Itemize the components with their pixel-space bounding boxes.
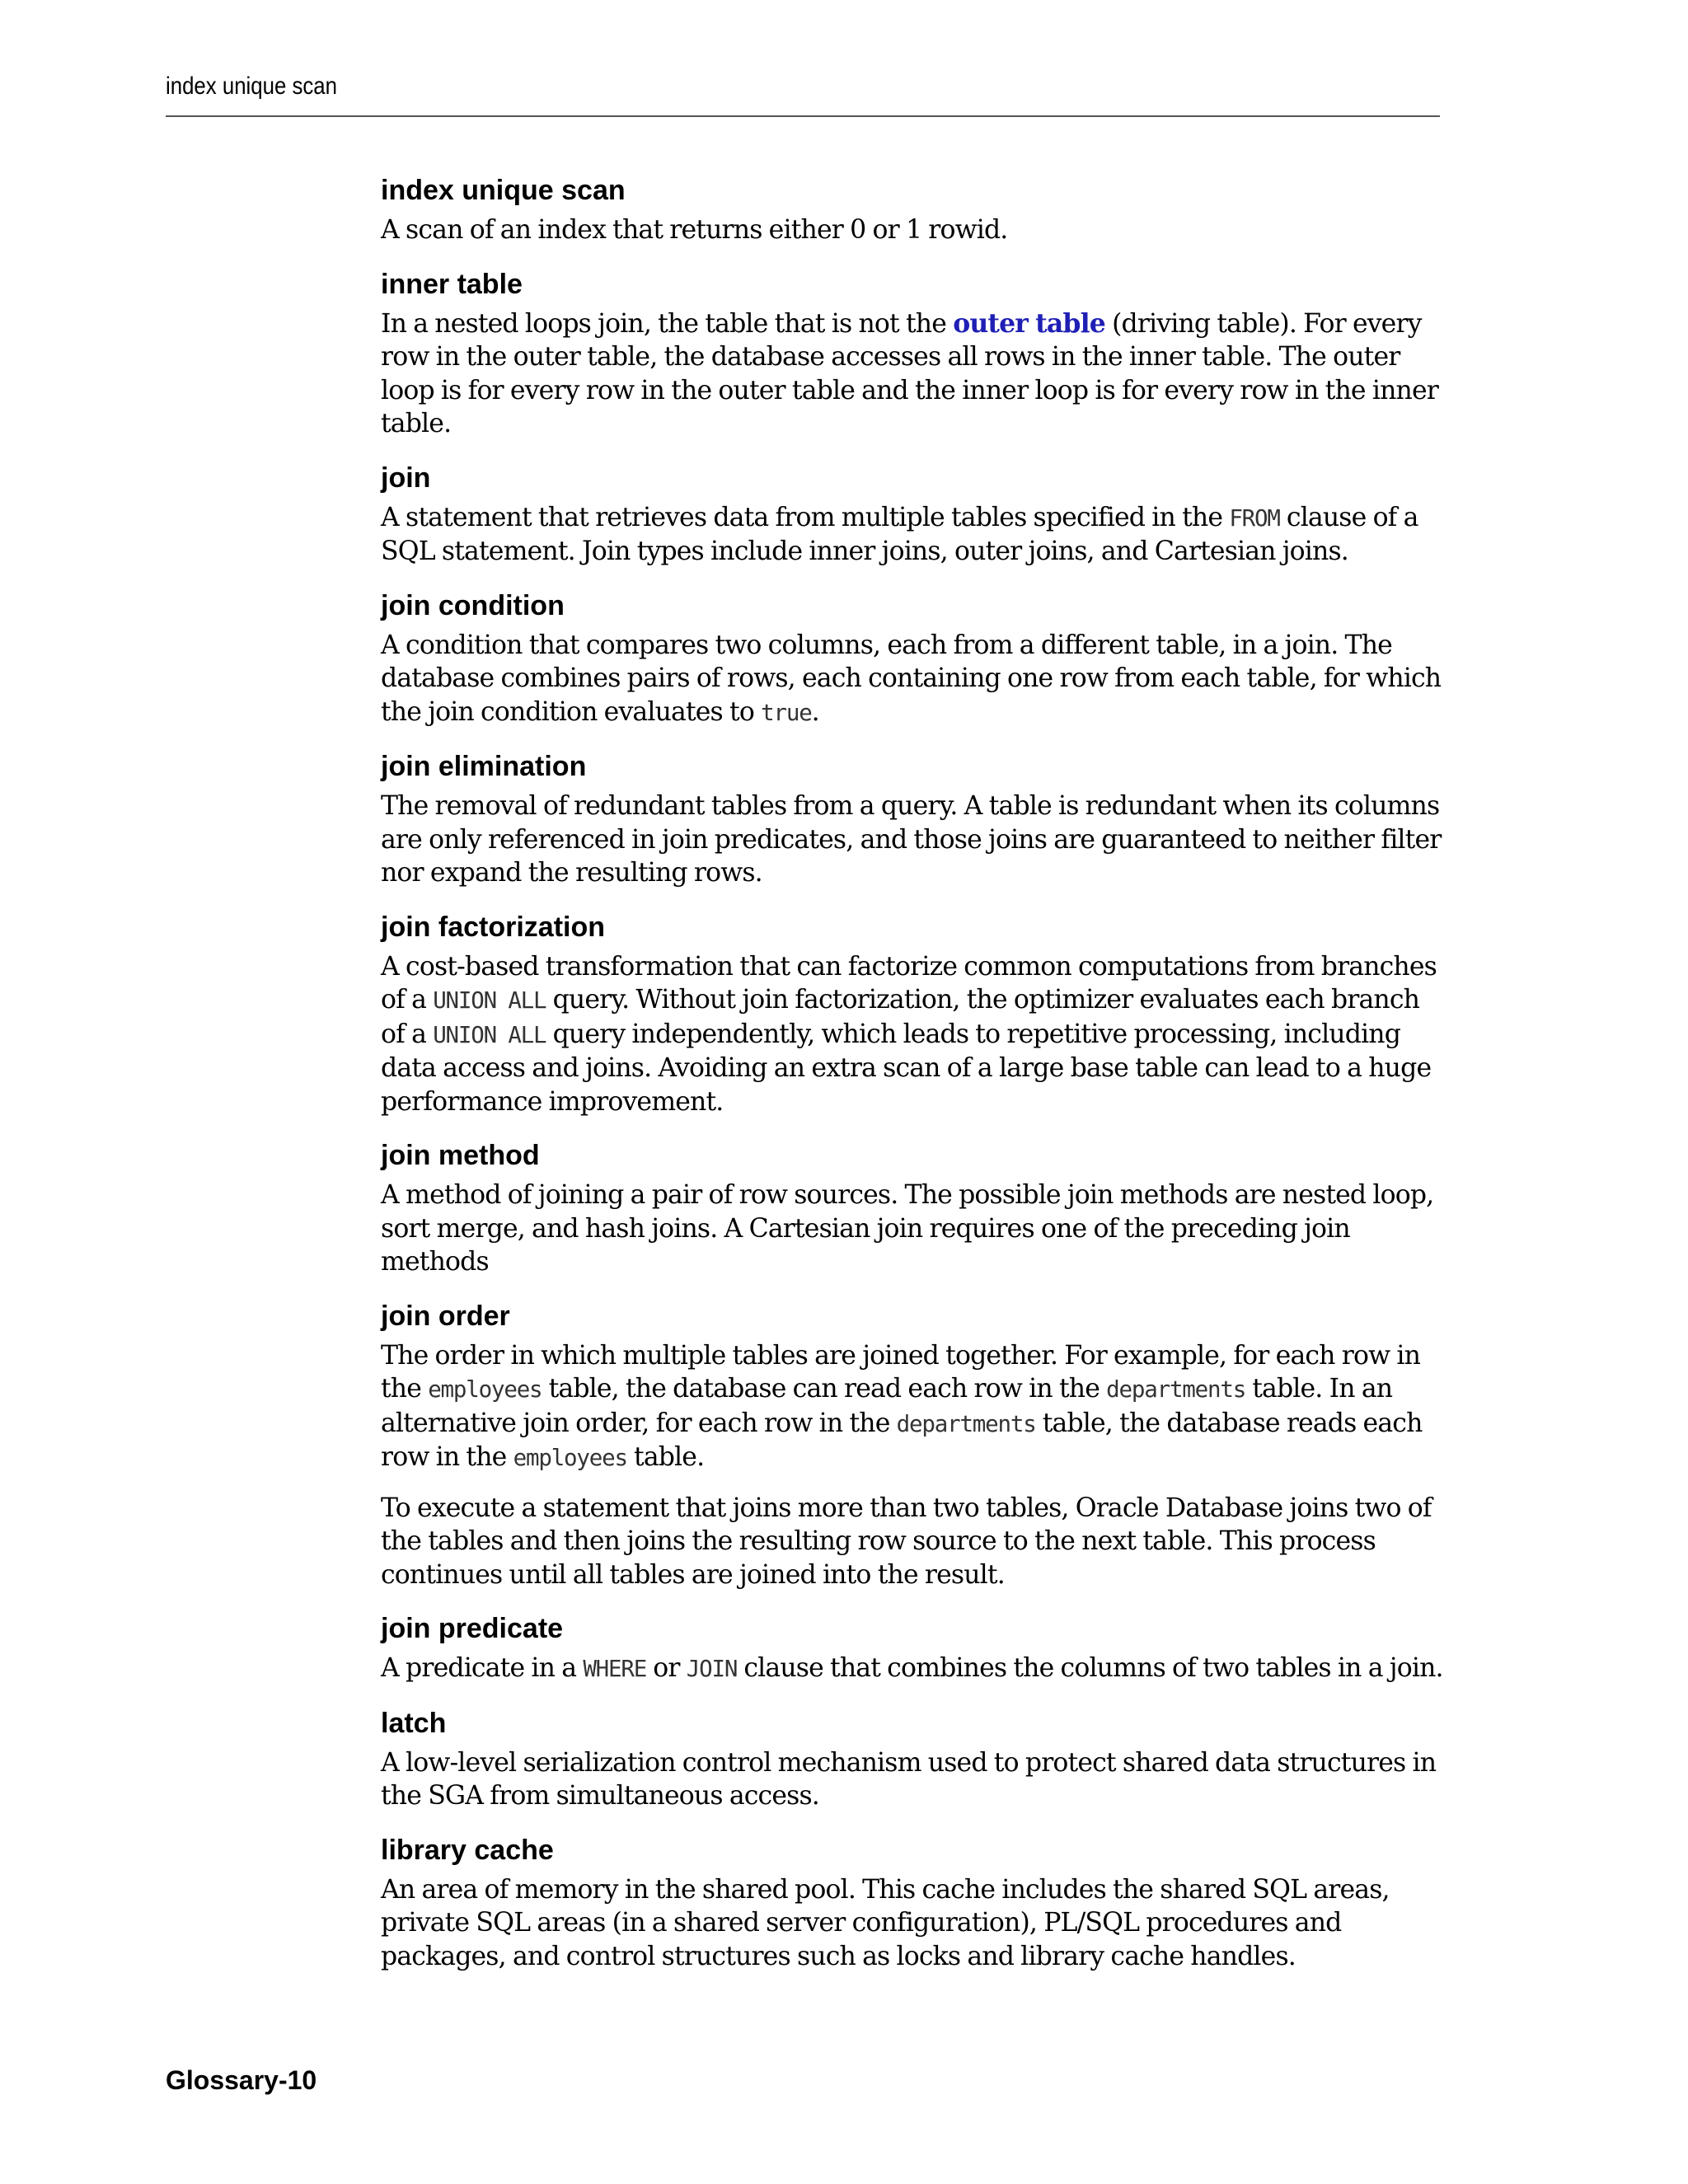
definition-text: clause of a SQL statement. Join types include inner joins, outer joins, and Cartesian joins.	[381, 502, 1418, 566]
code-keyword: FROM	[1229, 504, 1280, 532]
term-heading: join elimination	[381, 751, 587, 782]
definition-text: clause that combines the columns of two tables in a join.	[737, 1653, 1443, 1683]
term-definition: A low-level serialization control mechanism used to protect shared data structures in the SGA from simultaneous access.	[381, 1747, 1437, 1811]
page-number: Glossary-10	[166, 2065, 317, 2095]
glossary-entry	[381, 1610, 1444, 1686]
definition-text: A statement that retrieves data from multiple tables specified in the	[381, 502, 1230, 532]
glossary-entry	[381, 1831, 1444, 1974]
term-heading: join condition	[381, 589, 565, 621]
term-heading: join predicate	[381, 1613, 564, 1644]
glossary-entry	[381, 908, 1444, 1119]
definition-text: A predicate in a	[381, 1653, 584, 1683]
term-definition: A method of joining a pair of row sources. The possible join methods are nested loop, sort merge, and hash joins. A Cartesian join requires one of the preceding join methods	[381, 1180, 1434, 1277]
definition-text: or	[646, 1653, 687, 1683]
term-heading: inner table	[381, 268, 523, 300]
glossary-entry	[381, 265, 1444, 441]
code-keyword: JOIN	[686, 1656, 738, 1682]
term-definition	[381, 501, 1444, 569]
term-heading: join method	[381, 1140, 540, 1171]
term-definition: An area of memory in the shared pool. This cache includes the shared SQL areas, private SQL areas (in a shared server configuration), PL/SQL procedures and packages, and control structures such as locks and library cache handles.	[381, 1874, 1390, 1971]
term-definition	[381, 307, 1444, 441]
glossary-entry	[381, 748, 1444, 890]
header-divider	[166, 115, 1440, 117]
code-keyword: departments	[896, 1410, 1036, 1437]
term-definition	[381, 629, 1444, 730]
outer-table-link[interactable]: outer table	[953, 307, 1105, 339]
code-keyword: WHERE	[583, 1656, 647, 1682]
definition-text: query independently, which leads to repetitive processing, including data access and joins. Avoiding an extra scan of a large base table can lead to a huge performance improvement.	[381, 1019, 1432, 1117]
glossary-entry	[381, 459, 1444, 569]
term-definition: The removal of redundant tables from a query. A table is redundant when its columns are only referenced in join predicates, and those joins are guaranteed to neither filter nor expand the resulting rows.	[381, 791, 1442, 888]
code-keyword: departments	[1106, 1376, 1246, 1403]
term-heading: join	[381, 462, 431, 494]
glossary-list	[381, 171, 1444, 1991]
definition-text: .	[811, 696, 819, 727]
glossary-entry	[381, 587, 1444, 730]
definition-text: table.	[626, 1442, 705, 1472]
running-header: index unique scan	[166, 73, 337, 100]
definition-text: query. Without join factorization, the optimizer evaluates each branch of a	[381, 985, 1420, 1049]
definition-text: In a nested loops join, the table that is not the	[381, 308, 954, 339]
term-heading: latch	[381, 1707, 447, 1739]
term-definition: A scan of an index that returns either 0 or 1 rowid.	[381, 215, 1008, 245]
definition-text: A cost-based transformation that can factorize common computations from branches of a	[381, 951, 1437, 1015]
code-keyword: employees	[513, 1445, 627, 1471]
code-keyword: UNION ALL	[433, 987, 546, 1014]
definition-text: The order in which multiple tables are joined together. For example, for each row in the	[381, 1340, 1421, 1404]
term-heading: library cache	[381, 1834, 554, 1866]
term-definition	[381, 1652, 1444, 1686]
definition-text: (driving table). For every row in the outer table, the database accesses all rows in the inner table. The outer loop is for every row in the outer table and the inner loop is for every row in the inner table.	[381, 308, 1438, 438]
glossary-entry	[381, 1297, 1444, 1592]
glossary-entry	[381, 171, 1444, 247]
term-definition-paragraph: To execute a statement that joins more than two tables, Oracle Database joins two of the tables and then joins the resulting row source to the next table. This process continues until all tables are joined into the result.	[381, 1493, 1432, 1590]
code-keyword: employees	[428, 1376, 542, 1403]
definition-text: table, the database can read each row in the	[542, 1374, 1107, 1404]
definition-text: table. In an alternative join order, for each row in the	[381, 1374, 1393, 1438]
term-heading: join order	[381, 1300, 510, 1332]
term-heading: index unique scan	[381, 175, 626, 206]
glossary-entry	[381, 1137, 1444, 1279]
term-heading: join factorization	[381, 911, 605, 943]
term-definition	[381, 1339, 1444, 1475]
definition-text: table, the database reads each row in the	[381, 1408, 1423, 1472]
glossary-entry	[381, 1704, 1444, 1813]
code-keyword: UNION ALL	[433, 1021, 546, 1048]
code-keyword: true	[761, 699, 812, 726]
definition-text: A condition that compares two columns, each from a different table, in a join. The database combines pairs of rows, each containing one row from each table, for which the join condition evaluates to	[381, 630, 1442, 727]
term-definition	[381, 950, 1444, 1119]
